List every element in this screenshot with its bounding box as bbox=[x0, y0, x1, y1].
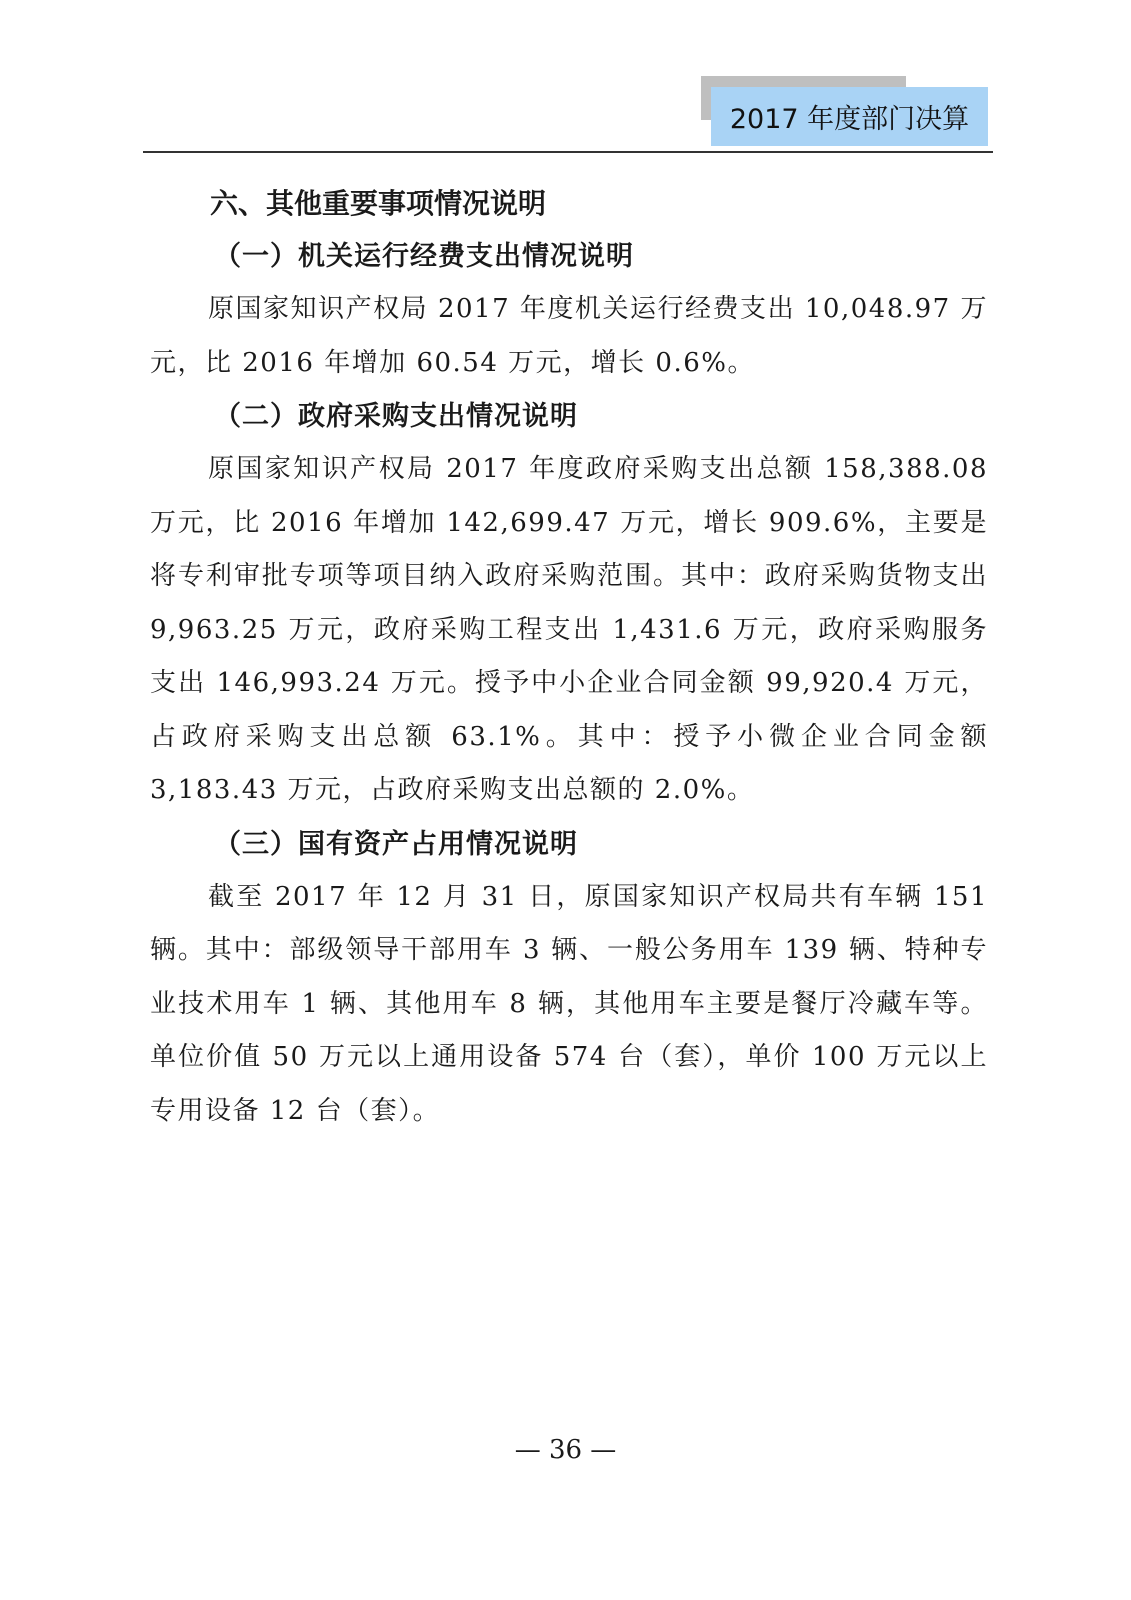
header-divider bbox=[143, 151, 993, 153]
paragraph-3: 截至 2017 年 12 月 31 日，原国家知识产权局共有车辆 151 辆。其中：部级领导干部用车 3 辆、一般公务用车 139 辆、特种专业技术用车 1 辆、其他用车 8 辆，其他用车主要是餐厅冷藏车等。单位价值 50 万元以上通用设备 574 台（套），单价 100 万元以上专用设备 12 台（套）。 bbox=[150, 881, 988, 1126]
subsection-title-1: （一）机关运行经费支出情况说明 bbox=[214, 241, 634, 272]
document-body bbox=[150, 178, 988, 1138]
section-title: 六、其他重要事项情况说明 bbox=[210, 187, 547, 220]
subsection-title-3: （三）国有资产占用情况说明 bbox=[214, 828, 578, 860]
paragraph-1: 原国家知识产权局 2017 年度机关运行经费支出 10,048.97 万元，比 2016 年增加 60.54 万元，增长 0.6%。 bbox=[150, 294, 988, 378]
paragraph-2: 原国家知识产权局 2017 年度政府采购支出总额 158,388.08 万元，比 2016 年增加 142,699.47 万元，增长 909.6%，主要是将专利审批专项等项目纳入政府采购范围。其中：政府采购货物支出 9,963.25 万元，政府采购工程支出 1,431.6 万元，政府采购服务支出 146,993.24 万元。授予中小企业合同金额 99,920.4 万元，占政府采购支出总额 63.1%。其中：授予小微企业合同金额 3,183.43 万元，占政府采购支出总额的 2.0%。 bbox=[150, 454, 988, 805]
header-title: 2017 年度部门决算 bbox=[711, 87, 988, 146]
subsection-title-2: （二）政府采购支出情况说明 bbox=[214, 401, 578, 432]
page-number: — 36 — bbox=[514, 1435, 617, 1465]
